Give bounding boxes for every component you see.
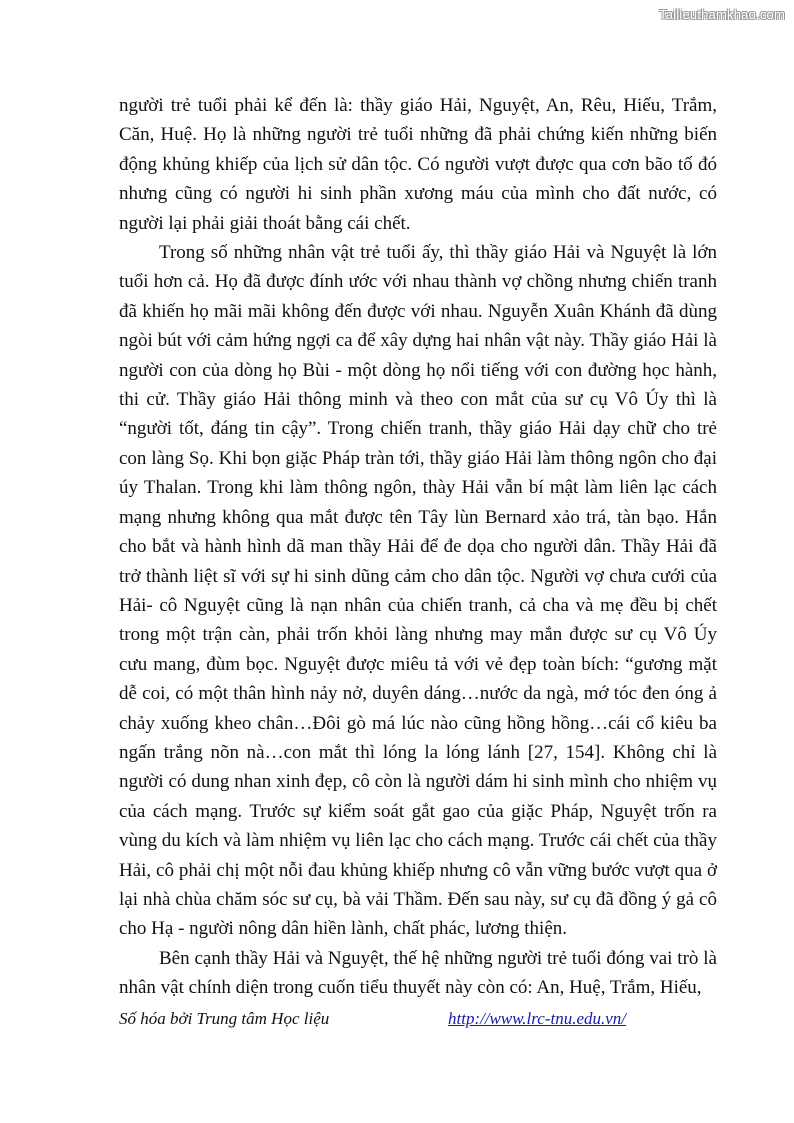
page-footer	[119, 1009, 719, 1035]
page-body	[119, 91, 717, 1003]
paragraph-3: Bên cạnh thầy Hải và Nguyệt, thế hệ những người trẻ tuổi đóng vai trò là nhân vật chính diện trong cuốn tiểu thuyết này còn có: An, Huệ, Trắm, Hiếu,	[119, 947, 717, 999]
paragraph-1: người trẻ tuổi phải kể đến là: thầy giáo Hải, Nguyệt, An, Rêu, Hiếu, Trắm, Căn, Huệ. Họ là những người trẻ tuổi những đã phải chứng kiến những biến động khủng khiếp của lịch sử dân tộc. Có người vượt được qua cơn bão tố đó nhưng cũng có người hi sinh phần xương máu của mình cho đất nước, có người lại phải giải thoát bằng cái chết.	[119, 95, 717, 234]
paragraph-2: Trong số những nhân vật trẻ tuổi ấy, thì thầy giáo Hải và Nguyệt là lớn tuổi hơn cả. Họ đã được đính ước với nhau thành vợ chồng nhưng chiến tranh đã khiến họ mãi mãi không đến được với nhau. Nguyễn Xuân Khánh đã dùng ngòi bút với cảm hứng ngợi ca để xây dựng hai nhân vật này. Thầy giáo Hải là người con của dòng họ Bùi - một dòng họ nổi tiếng với con đường học hành, thi cử. Thầy giáo Hải thông minh và theo con mắt của sư cụ Vô Úy thì là “người tốt, đáng tin cậy”. Trong chiến tranh, thầy giáo Hải dạy chữ cho trẻ con làng Sọ. Khi bọn giặc Pháp tràn tới, thầy giáo Hải làm thông ngôn cho đại úy Thalan. Trong khi làm thông ngôn, thày Hải vẫn bí mật làm liên lạc cách mạng nhưng không qua mắt được tên Tây lùn Bernard xảo trá, tàn bạo. Hắn cho bắt và hành hình dã man thầy Hải để đe dọa cho người dân. Thầy Hải đã trở thành liệt sĩ với sự hi sinh dũng cảm cho dân tộc. Người vợ chưa cưới của Hải- cô Nguyệt cũng là nạn nhân của chiến tranh, cả cha và mẹ đều bị chết trong một trận càn, phải trốn khỏi làng nhưng may mắn được sư cụ Vô Úy cưu mang, đùm bọc. Nguyệt được miêu tả với vẻ đẹp toàn bích: “gương mặt dễ coi, có một thân hình nảy nở, duyên dáng…nước da ngà, mớ tóc đen óng ả chảy xuống kheo chân…Đôi gò má lúc nào cũng hồng hồng…cái cổ kiêu ba ngấn trắng nõn nà…con mắt thì lóng la lóng lánh [27, 154]. Không chỉ là người có dung nhan xinh đẹp, cô còn là người dám hi sinh mình cho nhiệm vụ của cách mạng. Trước sự kiểm soát gắt gao của giặc Pháp, Nguyệt trốn ra vùng du kích và làm nhiệm vụ liên lạc cho cách mạng. Trước cái chết của thầy Hải, cô phải chị một nỗi đau khủng khiếp nhưng cô vẫn vững bước vượt qua ở lại nhà chùa chăm sóc sư cụ, bà vải Thầm. Đến sau này, sư cụ đã đồng ý gả cô cho Hạ - người nông dân hiền lành, chất phác, lương thiện.	[119, 242, 717, 940]
footer-link[interactable]: http://www.lrc-tnu.edu.vn/	[448, 1009, 627, 1028]
watermark-text: Tailieuthamkhao.com	[659, 7, 785, 22]
footer-source: Số hóa bởi Trung tâm Học liệu	[119, 1009, 330, 1028]
